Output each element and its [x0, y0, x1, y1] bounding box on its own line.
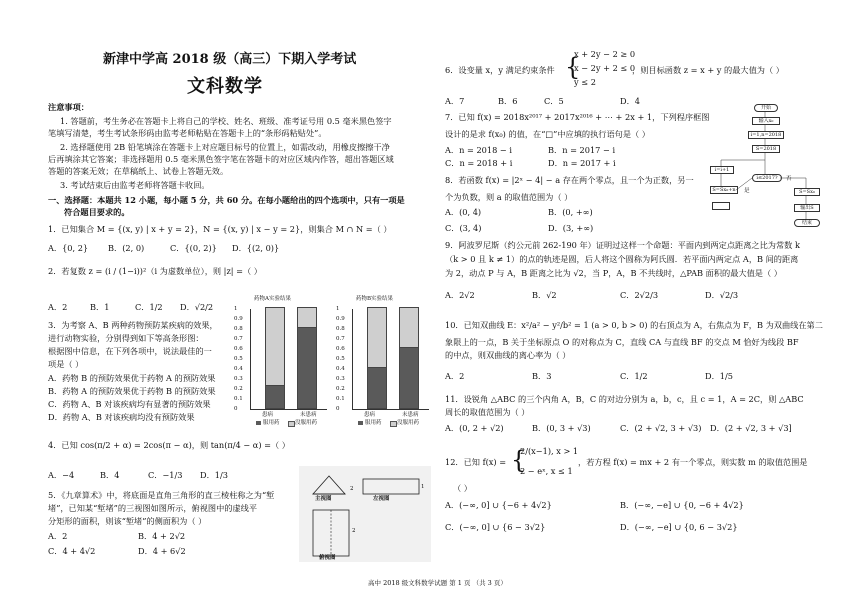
q9-stem-line: 9．阿波罗尼斯（约公元前 262-190 年）证明过这样一个命题：平面内到两定点距离之比为常数 k: [445, 240, 800, 250]
legend-label: 服用药: [263, 420, 280, 426]
q6-constraint: y ≤ 2: [574, 77, 596, 87]
q12-stem-tail: ，若方程 f(x) = mx + 2 有一个零点，则实数 m 的取值范围是: [578, 457, 808, 467]
subject-title: 文科数学: [187, 76, 263, 97]
bar-b-sick-drug: [367, 367, 387, 409]
flow-s-init: S=2018: [752, 145, 780, 153]
q9-option-b: B．√2: [532, 290, 557, 300]
q10-option-a: A．2: [445, 371, 465, 381]
q11-option-a: A．(0, 2 + √2): [445, 423, 504, 433]
bar-b-healthy-drug: [399, 347, 419, 409]
chart-b-yaxis: [336, 306, 350, 410]
q3-option-c: C．药物 A、B 对该疾病均有显著的预防效果: [48, 399, 211, 409]
note-line: 2. 选择题使用 2B 铅笔填涂在答题卡上对应题目标号的位置上，如需改动，用橡皮擦擦干净: [60, 142, 390, 152]
y-tick: 1: [234, 306, 238, 312]
dim-label: 2: [350, 486, 354, 492]
q8-stem-line: 个为负数，则 a 的取值范围为（ ）: [445, 192, 573, 202]
q12-option-d: D．(−∞, −e] ∪ {0, 6 − 3√2}: [620, 522, 738, 532]
y-tick: 0.9: [336, 316, 345, 322]
q2-option-a: A．2: [48, 302, 68, 312]
q7-option-a: A．n = 2018 − i: [445, 145, 512, 155]
y-tick: 0: [336, 406, 340, 412]
q5-stem-line: 5．《九章算术》中，将底面是直角三角形的直三棱柱称之为“堑: [48, 490, 275, 500]
page-footer: 高中 2018 级文科数学试题 第 1 页 （共 3 页）: [368, 579, 507, 587]
q3-stem-line: 项是（ ）: [48, 359, 84, 369]
view-label: 主视图: [315, 496, 332, 502]
q3-option-a: A．药物 B 的预防效果优于药物 A 的预防效果: [48, 373, 216, 383]
note-line: 3. 考试结束后由监考老师将答题卡收回。: [60, 180, 210, 190]
three-view-drawing: [299, 466, 431, 562]
q9-stem-line: 为 2，动点 P 与 A，B 距离之比为 √2，当 P，A，B 不共线时，△PAB 面积的最大值是（ ）: [445, 268, 782, 278]
x-label: 患病: [262, 412, 274, 418]
q8-option-c: C．(3, 4): [445, 223, 482, 233]
y-tick: 0.6: [336, 346, 345, 352]
q5-option-b: B．4 + 2√2: [138, 531, 186, 541]
q3-option-b: B．药物 A 的预防效果优于药物 B 的预防效果: [48, 386, 216, 396]
q7-option-d: D．n = 2017 + i: [548, 158, 616, 168]
q10-option-d: D．1/5: [705, 371, 733, 381]
bar-a-healthy-drug: [297, 327, 317, 409]
dim-label: 1: [421, 484, 425, 490]
y-tick: 0.3: [234, 376, 243, 382]
chart-drug-b: [336, 296, 434, 428]
note-line: 后再填涂其它答案；非选择题用 0.5 毫米黑色签字笔在答题卡的对应区域内作答，超出答题区域: [48, 154, 394, 164]
bar-a-sick-nodrug: [265, 307, 285, 387]
chart-b-title: 药物B实验结果: [356, 296, 394, 302]
notes-heading: 注意事项：: [48, 102, 89, 112]
q11-option-b: B．(0, 3 + √3): [532, 423, 591, 433]
q4-stem: 4．已知 cos(π/2 + α) = 2cos(π − α)，则 tan(π/4 − α) =（ ）: [48, 440, 290, 450]
q11-stem-line: 11．设锐角 △ABC 的三个内角 A，B，C 的对边分别为 a，b，c，且 c = 1，A = 2C，则 △ABC: [445, 394, 804, 404]
note-line: 1. 答题前，考生务必在答题卡上将自己的学校、姓名、班级、准考证号用 0.5 毫米黑色签字: [60, 116, 392, 126]
q2-option-c: C．1/2: [135, 302, 163, 312]
q6-constraint: x + 2y − 2 ≥ 0: [574, 49, 636, 59]
flow-end: 结束: [794, 219, 820, 227]
q3-option-d: D．药物 A、B 对该疾病均没有预防效果: [48, 412, 195, 422]
q7-stem-line: 7．已知 f(x) = 2018x²⁰¹⁷ + 2017x²⁰¹⁶ + ⋯ + 2x + 1，下列程序框图: [445, 112, 710, 122]
flow-arrows: [710, 104, 828, 232]
q4-option-b: B．4: [100, 470, 120, 480]
three-view-figure: [299, 466, 431, 562]
flow-update: S=Sx₀+n: [710, 186, 738, 194]
exam-title: 新津中学高 2018 级（高三）下期入学考试: [103, 52, 357, 67]
flow-output: 输出S: [794, 204, 820, 212]
brace: {: [511, 446, 527, 474]
y-tick: 1: [336, 306, 340, 312]
y-tick: 0.8: [234, 326, 243, 332]
bar-b-healthy-nodrug: [399, 307, 419, 349]
q4-option-d: D．1/3: [200, 470, 228, 480]
q9-stem-line: （k > 0 且 k ≠ 1）的点的轨迹是圆，后人将这个圆称为阿氏圆．若平面内两定点 A，B 间的距离: [445, 254, 799, 264]
bar-a-healthy-nodrug: [297, 307, 317, 329]
q2-stem: 2．若复数 z = (i / (1−i))²（i 为虚数单位），则 |z| =（ ）: [48, 266, 262, 276]
q6-option-b: B．6: [498, 96, 518, 106]
q10-option-b: B．3: [532, 371, 552, 381]
section1-heading-cont: 符合题目要求的。: [64, 207, 130, 217]
q12-stem: 12．已知 f(x) =: [445, 457, 507, 467]
y-tick: 0.9: [234, 316, 243, 322]
legend-swatch-drug: [256, 421, 261, 425]
y-tick: 0.1: [234, 396, 243, 402]
q1-option-c: C．{(0, 2)}: [170, 243, 217, 253]
view-label: 俯视图: [319, 555, 336, 561]
q10-option-c: C．1/2: [620, 371, 648, 381]
q6-option-d: D．4: [620, 96, 640, 106]
q2-option-b: B．1: [90, 302, 110, 312]
view-label: 左视图: [373, 496, 390, 502]
q12-option-a: A．(−∞, 0] ∪ {−6 + 4√2}: [445, 500, 552, 510]
q6-stem-tail: ，则目标函数 z = x + y 的最大值为（ ）: [632, 65, 784, 75]
q5-option-d: D．4 + 6√2: [138, 546, 186, 556]
q6-constraint: x − 2y + 2 ≤ 0: [574, 63, 636, 73]
y-tick: 0.2: [336, 386, 345, 392]
q7-option-c: C．n = 2018 + i: [445, 158, 513, 168]
flow-condition: i≤2017?: [752, 174, 782, 182]
flowchart: [710, 104, 828, 232]
y-tick: 0.8: [336, 326, 345, 332]
y-tick: 0.7: [336, 336, 345, 342]
flow-yes-label: 是: [744, 188, 750, 194]
chart-a-title: 药物A实验结果: [254, 296, 291, 302]
note-line: 答题的答案无效；在草稿纸上、试卷上答题无效。: [48, 166, 229, 176]
q1-option-b: B．(2, 0): [108, 243, 145, 253]
flow-init: i=1,n=2018: [748, 131, 784, 139]
y-tick: 0.1: [336, 396, 345, 402]
q11-option-c: C．(2 + √2, 3 + √3): [620, 423, 702, 433]
q3-stem-line: 进行动物实验，分别得到如下等高条形图：: [48, 333, 204, 343]
q9-option-a: A．2√2: [445, 290, 475, 300]
chart-a-yaxis: [234, 306, 248, 410]
flow-final: S=Sx₀: [794, 188, 820, 196]
q11-option-d: D．(2 + √2, 3 + √3]: [710, 423, 792, 433]
y-tick: 0.6: [234, 346, 243, 352]
q8-option-a: A．(0, 4): [445, 207, 482, 217]
q12-case: 2 − eˣ, x ≤ 1: [520, 466, 573, 476]
flow-input: 输入x₀: [752, 117, 780, 125]
q5-option-c: C．4 + 4√2: [48, 546, 96, 556]
q9-option-c: C．2√2/3: [620, 290, 659, 300]
bar-a-sick-drug: [265, 385, 285, 409]
q12-case: 2/(x−1), x > 1: [520, 446, 579, 456]
q1-option-d: D．{(2, 0)}: [232, 243, 280, 253]
legend-swatch-nodrug: [390, 421, 395, 425]
q4-option-a: A．−4: [48, 470, 75, 480]
y-tick: 0: [234, 406, 238, 412]
q9-option-d: D．√2/3: [705, 290, 739, 300]
q8-option-b: B．(0, +∞): [548, 207, 593, 217]
q7-option-b: B．n = 2017 − i: [548, 145, 616, 155]
q6-option-a: A．7: [445, 96, 465, 106]
flow-no-label: 否: [786, 176, 792, 182]
q7-stem-line: 设计的是求 f(x₀) 的值，在“□”中应填的执行语句是（ ）: [445, 129, 650, 139]
dim-label: 2: [352, 528, 356, 534]
x-label: 未患病: [402, 412, 419, 418]
x-label: 未患病: [300, 412, 317, 418]
q6-option-c: C．5: [544, 96, 564, 106]
y-tick: 0.4: [336, 366, 345, 372]
legend-swatch-nodrug: [288, 421, 293, 425]
y-tick: 0.5: [234, 356, 243, 362]
q10-stem-line: 象限上的一点，B 关于坐标原点 O 的对称点为 C，直线 CA 与直线 BF 的交点 M 恰好为线段 BF: [445, 337, 799, 347]
chart-b-plot: [352, 309, 429, 410]
legend-label: 没服用药: [397, 420, 420, 426]
q5-stem-line: 堵”，已知某“堑堵”的三视图如图所示，俯视图中的虚线平: [48, 503, 258, 513]
legend-label: 没服用药: [295, 420, 318, 426]
flow-start: 开始: [754, 104, 778, 112]
q12-paren: （ ）: [453, 483, 472, 493]
q3-stem-line: 3．为考察 A、B 两种药物预防某疾病的效果，: [48, 320, 218, 330]
y-tick: 0.7: [234, 336, 243, 342]
note-line: 笔填写清楚，考生考试条形码由监考老师粘贴在答题卡上的“条形码粘贴处”。: [48, 128, 327, 138]
q4-option-c: C．−1/3: [148, 470, 183, 480]
q12-option-c: C．(−∞, 0] ∪ {6 − 3√2}: [445, 522, 546, 532]
q1-stem: 1．已知集合 M = {(x, y) | x + y = 2}，N = {(x, y) | x − y = 2}，则集合 M ∩ N =（ ）: [48, 224, 392, 234]
y-tick: 0.2: [234, 386, 243, 392]
chart-a-plot: [250, 309, 327, 410]
x-label: 患病: [364, 412, 376, 418]
q5-option-a: A．2: [48, 531, 68, 541]
q8-option-d: D．(3, +∞): [548, 223, 594, 233]
q6-stem: 6．设变量 x，y 满足约束条件: [445, 65, 555, 75]
q1-option-a: A．{0, 2}: [48, 243, 89, 253]
q3-stem-line: 根据图中信息，在下列各项中，说法最佳的一: [48, 346, 212, 356]
legend-swatch-drug: [358, 421, 363, 425]
q8-stem-line: 8．若函数 f(x) = |2ˣ − 4| − a 存在两个零点，且一个为正数，另一: [445, 175, 694, 185]
legend-label: 服用药: [365, 420, 382, 426]
y-tick: 0.3: [336, 376, 345, 382]
bar-b-sick-nodrug: [367, 307, 387, 369]
q10-stem-line: 10．已知双曲线 E：x²/a² − y²/b² = 1 (a > 0, b > 0) 的右顶点为 A，右焦点为 F，B 为双曲线在第二: [445, 320, 823, 330]
y-tick: 0.5: [336, 356, 345, 362]
brace: {: [565, 53, 581, 81]
q10-stem-line: 的中点，则双曲线的离心率为（ ）: [445, 350, 571, 360]
y-tick: 0.4: [234, 366, 243, 372]
q11-stem-line: 周长的取值范围为（ ）: [445, 407, 530, 417]
q2-option-d: D．√2/2: [180, 302, 214, 312]
q5-stem-line: 分矩形的面积，则该“堑堵”的侧面积为（ ）: [48, 516, 207, 526]
flow-increment: i=i+1: [710, 166, 734, 174]
chart-drug-a: [234, 296, 332, 428]
section1-heading: 一、选择题：本题共 12 小题，每小题 5 分，共 60 分。在每小题给出的四个选项中，只有一项是: [48, 195, 405, 205]
q12-option-b: B．(−∞, −e] ∪ {0, −6 + 4√2}: [620, 500, 744, 510]
